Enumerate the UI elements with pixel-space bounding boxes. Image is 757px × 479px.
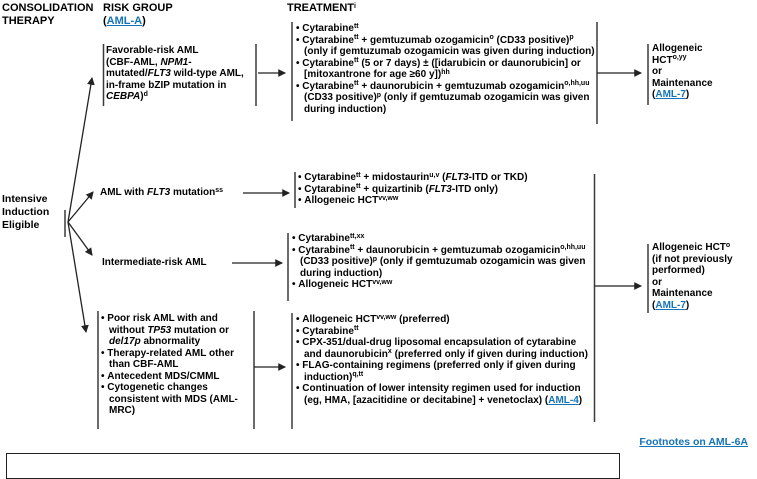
bullet-item: • CPX-351/dual-drug liposomal encapsulation of cytarabine and daunorubicin$^x$ (preferred only if given during induction)	[296, 337, 589, 360]
text-line: or	[652, 276, 662, 288]
inline-link[interactable]: AML-7	[655, 299, 686, 311]
text-line: CEBPA)$^d$	[106, 90, 148, 102]
text-line: Allogeneic	[652, 43, 703, 54]
inline-link[interactable]: AML-A	[106, 15, 143, 27]
header-consolidation-therapy	[2, 2, 102, 28]
bullet-item: • Cytarabine$^{tt}$	[296, 23, 595, 35]
text-line: (AML-7)	[652, 299, 690, 311]
text-line: (if not previously	[652, 253, 733, 265]
footnotes-link-wrap	[600, 436, 748, 448]
text-line: Maintenance	[652, 288, 713, 299]
text-line: mutated/FLT3 wild-type AML,	[106, 68, 244, 79]
header-risk-group	[103, 2, 193, 28]
inline-link[interactable]: AML-7	[655, 89, 686, 100]
text-line: Allogeneic HCT$^o$	[652, 241, 731, 253]
bullet-item: • Poor risk AML with and without TP53 mutation or del17p abnormality	[101, 313, 253, 348]
outcome-favorable	[652, 43, 754, 101]
text-line: Favorable-risk AML	[106, 45, 199, 56]
text-line: CONSOLIDATION	[2, 2, 94, 14]
intensive-induction-eligible-label	[2, 193, 62, 232]
treatment-intermediate	[292, 233, 589, 291]
bullet-item: • Therapy-related AML other than CBF-AML	[101, 348, 253, 371]
bullet-item: • Cytarabine$^{tt}$ + daunorubicin + gemtuzumab ozogamicin$^{o,hh,uu}$ (CD33 positive)$^p$ (only if gemtuzumab ozogamicin was given during induction)	[292, 245, 589, 280]
treatment-flt3	[298, 172, 588, 207]
bullet-item: • Cytarabine$^{tt}$ + gemtuzumab ozogamicin$^o$ (CD33 positive)$^p$ (only if gemtuzumab ozogamicin was given during induction)	[296, 35, 595, 58]
outcome-lower	[652, 242, 754, 311]
treatment-poor	[296, 314, 589, 406]
footnote-box-partial	[6, 453, 620, 479]
bullet-item: • Allogeneic $HCT^{vv,ww}$	[298, 195, 588, 207]
bullet-item: • Allogeneic $HCT^{vv,ww}$ (preferred)	[296, 314, 589, 326]
text-line: in-frame bZIP mutation in	[106, 79, 227, 91]
risk-group-flt3: AML with FLT3 mutation$^{ss}$	[100, 186, 223, 198]
bullet-item: • Cytarabine$^{tt}$ (5 or 7 days) ± ([idarubicin or daunorubicin] or [mitoxantrone for age ≥60 y])$^{hh}$	[296, 58, 595, 81]
bullet-item: • Allogeneic $HCT^{vv,ww}$	[292, 279, 589, 291]
text-line: Induction	[2, 206, 50, 218]
treatment-favorable	[296, 23, 595, 115]
inline-link[interactable]: AML-4	[548, 394, 579, 406]
bullet-item: • Cytarabine$^{tt}$ + quizartinib (FLT3-ITD only)	[298, 184, 588, 196]
text-line: Intensive	[2, 193, 48, 205]
text-line: or	[652, 66, 662, 77]
text-line: performed)	[652, 265, 705, 276]
bullet-item: • Cytogenetic changes consistent with MDS (AML-MRC)	[101, 382, 253, 417]
bullet-item: • Cytarabine$^{tt}$	[296, 326, 589, 338]
text-line: Maintenance	[652, 77, 713, 89]
bullet-item: • Cytarabine$^{tt}$ + midostaurin$^{u,v}$ (FLT3-ITD or TKD)	[298, 172, 588, 184]
risk-group-favorable	[106, 45, 258, 103]
bullet-item: • Cytarabine$^{tt}$ + daunorubicin + gemtuzumab ozogamicin$^{o,hh,uu}$ (CD33 positive)$^p$ (only if gemtuzumab ozogamicin was given during induction)	[296, 81, 595, 116]
risk-group-intermediate: Intermediate-risk AML	[102, 257, 207, 268]
bullet-item: • FLAG-containing regimens (preferred only if given during induction)$^{q,tt}$	[296, 360, 589, 383]
bullet-item: • Continuation of lower intensity regimen used for induction (eg, HMA, [azacitidine or decitabine] + venetoclax) (AML-4)	[296, 383, 589, 406]
text-line: $HCT^{o,yy}$	[652, 54, 687, 66]
text-line: (CBF-AML, NPM1-	[106, 56, 192, 68]
bullet-item: • Antecedent MDS/CMML	[101, 371, 253, 383]
text-line: RISK GROUP	[103, 2, 173, 14]
risk-group-poor	[101, 313, 253, 417]
text-line: (AML-7)	[652, 89, 690, 100]
text-line: THERAPY	[2, 15, 55, 27]
footnotes-link[interactable]: Footnotes on AML-6A	[639, 436, 748, 448]
header-treatment: TREATMENT$^i$	[287, 2, 356, 14]
bullet-item: • Cytarabine$^{tt,xx}$	[292, 233, 589, 245]
text-line: Eligible	[2, 219, 40, 231]
text-line: (AML-A)	[103, 15, 146, 27]
